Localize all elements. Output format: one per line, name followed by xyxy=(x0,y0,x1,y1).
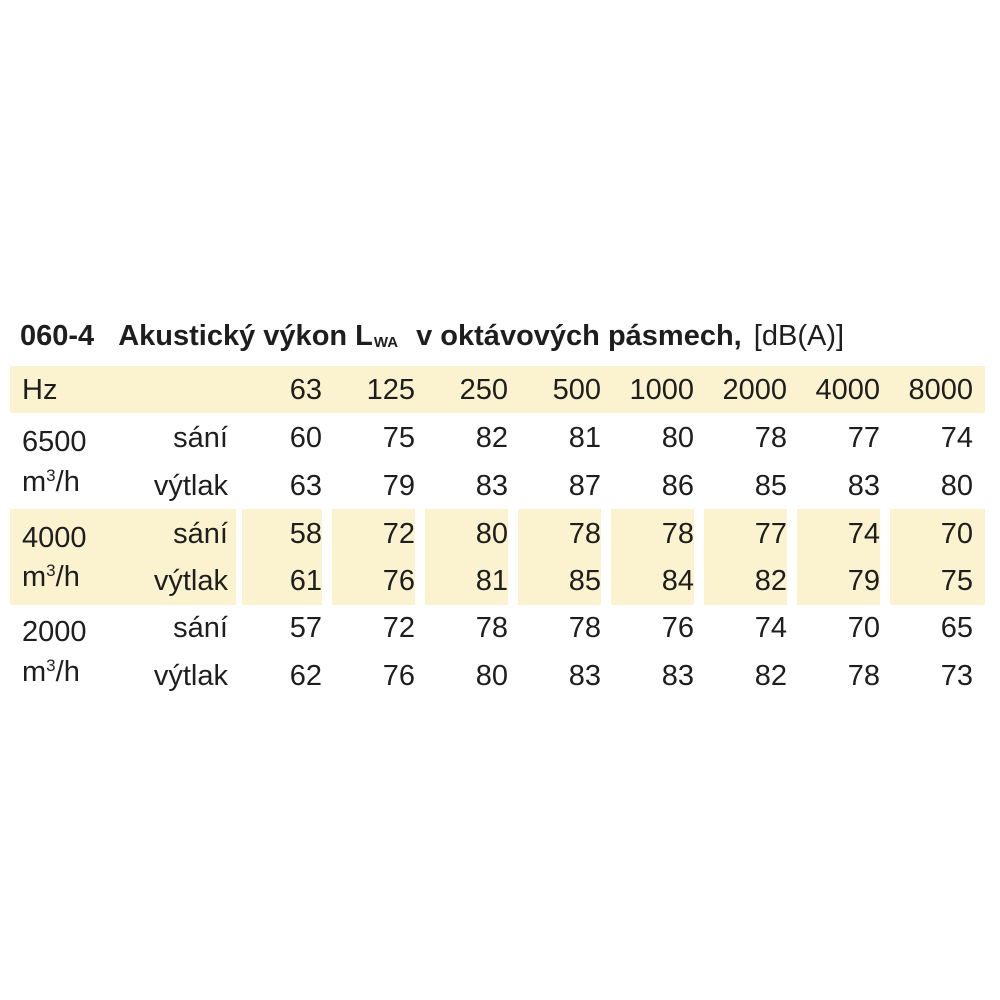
table-cell-value: 82 xyxy=(754,660,787,692)
airflow-value: 6500 xyxy=(22,426,87,458)
title-text-2: v oktávových pásmech, xyxy=(416,320,742,352)
table-cell-value: 87 xyxy=(568,470,601,502)
title-subscript: WA xyxy=(373,334,399,351)
table-cell-value: 81 xyxy=(475,565,508,597)
table-cell-value: 78 xyxy=(475,612,508,644)
table-cell-value: 75 xyxy=(382,422,415,454)
table-cell-value: 72 xyxy=(382,518,415,550)
row-label: výtlak xyxy=(153,470,228,502)
table-cell-value: 76 xyxy=(661,612,694,644)
table-cell-value: 74 xyxy=(754,612,787,644)
row-label: výtlak xyxy=(153,565,228,597)
title-unit: [dB(A)] xyxy=(753,320,845,352)
table-cell-value: 65 xyxy=(940,612,973,644)
row-label: sání xyxy=(173,422,228,454)
table-cell-value: 80 xyxy=(475,518,508,550)
header-frequency: 125 xyxy=(366,374,415,406)
airflow-value: 4000 xyxy=(22,522,87,554)
header-frequency: 250 xyxy=(459,374,508,406)
header-frequency: 63 xyxy=(289,374,322,406)
table-cell-value: 76 xyxy=(382,565,415,597)
table-cell-value: 76 xyxy=(382,660,415,692)
table-cell-value: 79 xyxy=(847,565,880,597)
table-cell-value: 63 xyxy=(289,470,322,502)
header-frequency: 8000 xyxy=(908,374,973,406)
row-label: výtlak xyxy=(153,660,228,692)
airflow-unit: $m^3/h$ xyxy=(22,561,80,593)
header-frequency: 500 xyxy=(552,374,601,406)
airflow-unit: $m^3/h$ xyxy=(22,466,80,498)
table-cell-value: 78 xyxy=(847,660,880,692)
product-code: 060-4 xyxy=(20,320,95,352)
table-cell-value: 80 xyxy=(475,660,508,692)
table-cell-value: 83 xyxy=(847,470,880,502)
header-frequency: 1000 xyxy=(629,374,694,406)
header-hz-label: Hz xyxy=(22,374,58,406)
airflow-value: 2000 xyxy=(22,616,87,648)
header-frequency: 2000 xyxy=(722,374,787,406)
table-cell-value: 77 xyxy=(847,422,880,454)
table-cell-value: 78 xyxy=(568,518,601,550)
table-cell-value: 78 xyxy=(568,612,601,644)
table-cell-value: 83 xyxy=(568,660,601,692)
row-label: sání xyxy=(173,612,228,644)
table-cell-value: 82 xyxy=(754,565,787,597)
table-cell-value: 70 xyxy=(847,612,880,644)
table-cell-value: 70 xyxy=(940,518,973,550)
table-cell-value: 57 xyxy=(289,612,322,644)
table-cell-value: 86 xyxy=(661,470,694,502)
table-cell-value: 82 xyxy=(475,422,508,454)
table-cell-value: 83 xyxy=(475,470,508,502)
airflow-unit: $m^3/h$ xyxy=(22,656,80,688)
table-cell-value: 77 xyxy=(754,518,787,550)
table-cell-value: 79 xyxy=(382,470,415,502)
table-title xyxy=(20,314,844,358)
table-cell-value: 75 xyxy=(940,565,973,597)
table-cell-value: 80 xyxy=(940,470,973,502)
table-cell-value: 85 xyxy=(754,470,787,502)
table-cell-value: 81 xyxy=(568,422,601,454)
row-label: sání xyxy=(173,518,228,550)
title-text: Akustický výkon L xyxy=(118,320,373,352)
table-cell-value: 83 xyxy=(661,660,694,692)
table-cell-value: 74 xyxy=(940,422,973,454)
header-frequency: 4000 xyxy=(815,374,880,406)
table-cell-value: 84 xyxy=(661,565,694,597)
table-cell-value: 73 xyxy=(940,660,973,692)
table-cell-value: 85 xyxy=(568,565,601,597)
table-cell-value: 72 xyxy=(382,612,415,644)
table-cell-value: 80 xyxy=(661,422,694,454)
table-cell-value: 62 xyxy=(289,660,322,692)
table-cell-value: 58 xyxy=(289,518,322,550)
table-cell-value: 78 xyxy=(754,422,787,454)
table-cell-value: 74 xyxy=(847,518,880,550)
table-cell-value: 60 xyxy=(289,422,322,454)
table-cell-value: 78 xyxy=(661,518,694,550)
table-cell-value: 61 xyxy=(289,565,322,597)
